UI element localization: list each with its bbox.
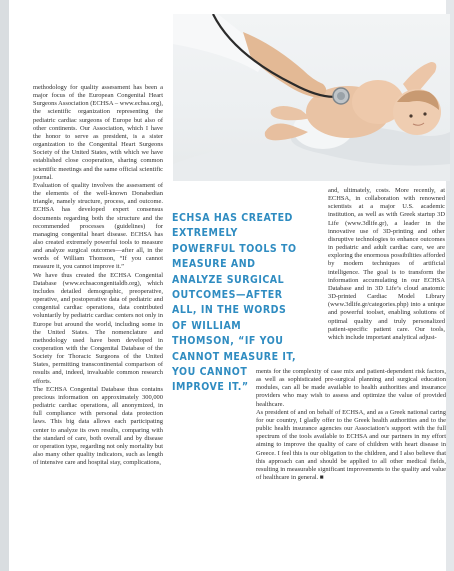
paragraph: As president of and on behalf of ECHSA, and as a Greek national caring for our country, I gladly offer to the Greek health authorities and to the public health insurance agencies our Association’s support with the full spectrum of the tools available to ECHSA and our partners in my effort aiming to improve the quality of care of children with heart disease in Greece. I feel this is our obligation to the children, and I also believe that this approach can and should be applied to all other medical fields, resulting in measurable significant improvements to the quality and value of healthcare in general. ■: [256, 408, 446, 482]
page-left-edge: [0, 0, 9, 571]
paragraph: We have thus created the ECHSA Congenital Database (www.echsacongenitaldb.org), which includes detailed demographic, preoperative, operative, and postoperative data of pediatric and congenital cardiac operations, data contributed voluntarily by pediatric cardiac centers not only in Europe but around the world, including some in the United States. The nomenclature and methodology used have been developed in cooperation with the Congenital Database of the Society for Thoracic Surgeons of the United States, permitting transcontinental comparison of results and, indeed, invaluable common research efforts.: [33, 271, 163, 385]
paragraph: ments for the complexity of case mix and patient-dependent risk factors, as well as sophisticated pre-surgical planning and surgical education modules, can all be made available to health authorities and insurance providers who may wish to assess and optimize the value of provided healthcare.: [256, 368, 446, 408]
paragraph: methodology for quality assessment has been a major focus of the European Congenital Heart Surgeons Association (ECHSA – www.echsa.org), the scientific organization representing the pediatric cardiac surgeons of Europe but also of other continents. Our Association, which I have the honor to serve as president, is a sister organization to the Congenital Heart Surgeons Society of the United States, with which we have established close cooperation, sharing common scientific meetings and the same official scientific journal.: [33, 84, 163, 181]
paragraph: The ECHSA Congenital Database thus contains precious information on approximately 300,000 pediatric cardiac operations, all anonymized, in full compliance with personal data protection laws. This big data allows each participating center to analyze its own results, comparing with the standard of care, both overall and by disease or operation type, regarding not only mortality but also many other quality indicators, such as length of intensive care and hospital stay, complications,: [33, 385, 163, 467]
baby-stethoscope-photo: [173, 14, 450, 181]
article-column-left: [33, 84, 163, 467]
paragraph: Evaluation of quality involves the assessment of the elements of the well-known Donabedian triangle, namely structure, process, and outcome. ECHSA has developed expert consensus documents regarding both the structure and the recommended processes (guidelines) for managing congenital heart disease. ECHSA has also created extremely powerful tools to measure and analyze surgical outcomes—after all, in the words of William Thomson, “If you cannot measure it, you cannot improve it.”: [33, 181, 163, 271]
paragraph: and, ultimately, costs. More recently, at ECHSA, in collaboration with renowned scientists at a major U.S. academic institution, as well as with Greek startup 3D Life (www.3dlife.gr), a leader in the innovative use of 3D-printing and other disruptive technologies to enhance outcomes in pediatric and adult cardiac care, we are exploring the enormous possibilities afforded by modern techniques of artificial intelligence. The goal is to transform the information accumulating in our ECHSA Database and in 3D Life’s cloud anatomic 3D-printed Cardiac Model Library (www.3dlife.gr/categories.php) into a unique and powerful toolset, enabling solutions of optimal quality and truly personalized patient-specific patient care. Our tools, which include important analytical adjust-: [328, 187, 445, 341]
article-column-right-wide: [256, 368, 446, 482]
pull-quote: ECHSA HAS CREATED EXTREMELY POWERFUL TOOLS TO MEASURE AND ANALYZE SURGICAL OUTCOMES—AFTER ALL, IN THE WORDS OF WILLIAM THOMSON, “IF YOU CANNOT MEASURE IT, YOU CANNOT IMPROVE IT.”: [172, 211, 297, 394]
article-column-right-narrow: [328, 187, 445, 342]
